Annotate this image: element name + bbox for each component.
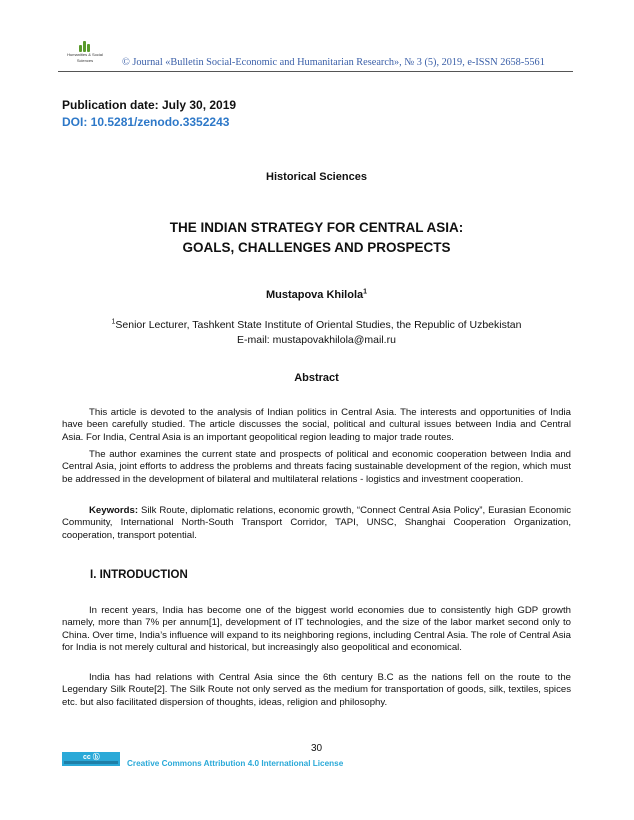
title-line-1: THE INDIAN STRATEGY FOR CENTRAL ASIA: [169, 220, 464, 235]
section-label: Historical Sciences [266, 171, 367, 183]
keywords-text: Silk Route, diplomatic relations, economic growth, “Connect Central Asia Policy”, Eurasian Economic Community, International North-South Transport Corridor, TAPI, UNSC, Shanghai Cooperation Organization, cooperation, transport potential. [62, 505, 571, 541]
journal-header: © Journal «Bulletin Social-Economic and Humanitarian Research», № 3 (5), 2019, e-ISSN 2658-5561 [122, 57, 545, 68]
author-email[interactable]: E-mail: mustapovakhilola@mail.ru [237, 334, 396, 346]
abstract-paragraph-1: This article is devoted to the analysis of Indian politics in Central Asia. The interests and opportunities of India have been carefully studied. The article discusses the social, political and cultural issues between India and Central Asia. For India, Central Asia is an important geopolitical region leading to major trade routes. [62, 407, 571, 443]
cc-license-badge[interactable] [62, 752, 120, 766]
abstract-heading: Abstract [294, 372, 339, 384]
cc-icon: cc ⓑ [83, 754, 100, 761]
author-name [62, 289, 571, 301]
title-line-2: GOALS, CHALLENGES AND PROSPECTS [182, 240, 451, 255]
introduction-paragraph-2: India has had relations with Central Asia since the 6th century B.C as the nations fell on the route to the Legendary Silk Route[2]. The Silk Route not only served as the medium for transportation of goods, silk, textiles, spices etc. but also facilitated dispersion of thoughts, ideas, religion and philosophy. [62, 672, 571, 708]
logo-text-line2: Sciences [76, 57, 94, 63]
abstract-paragraph-2: The author examines the current state and prospects of political and economic cooperation between India and Central Asia, joint efforts to address the problems and threats facing sustainable development of the region, which must be addressed in the development of bilateral and multilateral relations - logistics and investment cooperation. [62, 449, 571, 485]
author-affiliation [62, 318, 571, 348]
logo-text-line1: Humanities & Social [67, 52, 103, 57]
author-superscript: 1 [363, 288, 368, 296]
license-link[interactable]: Creative Commons Attribution 4.0 International License [127, 759, 344, 768]
affiliation-superscript: 1 [111, 318, 116, 326]
journal-logo [58, 40, 112, 63]
page-number: 30 [310, 743, 323, 754]
header-divider [58, 71, 573, 72]
logo-icon [78, 40, 92, 52]
introduction-heading: I. INTRODUCTION [90, 569, 188, 581]
doi-link[interactable]: DOI: 10.5281/zenodo.3352243 [62, 115, 230, 129]
introduction-paragraph-1: In recent years, India has become one of the biggest world economies due to consistently high GDP growth namely, more than 7% per annum[1], development of IT technologies, and the size of the labor market second only to China. Over time, India’s influence will expand to its neighboring regions, including Central Asia. The role of Central Asia for India is not merely cultural and historical, but increasingly also geopolitical and economical. [62, 605, 571, 654]
keywords-label: Keywords: [89, 505, 139, 516]
article-title [62, 218, 571, 258]
author-text: Mustapova Khilola [265, 289, 364, 301]
affiliation-text: Senior Lecturer, Tashkent State Institute of Oriental Studies, the Republic of Uzbekistan [115, 319, 522, 331]
keywords-paragraph [62, 505, 571, 542]
publication-date: Publication date: July 30, 2019 [62, 98, 237, 112]
